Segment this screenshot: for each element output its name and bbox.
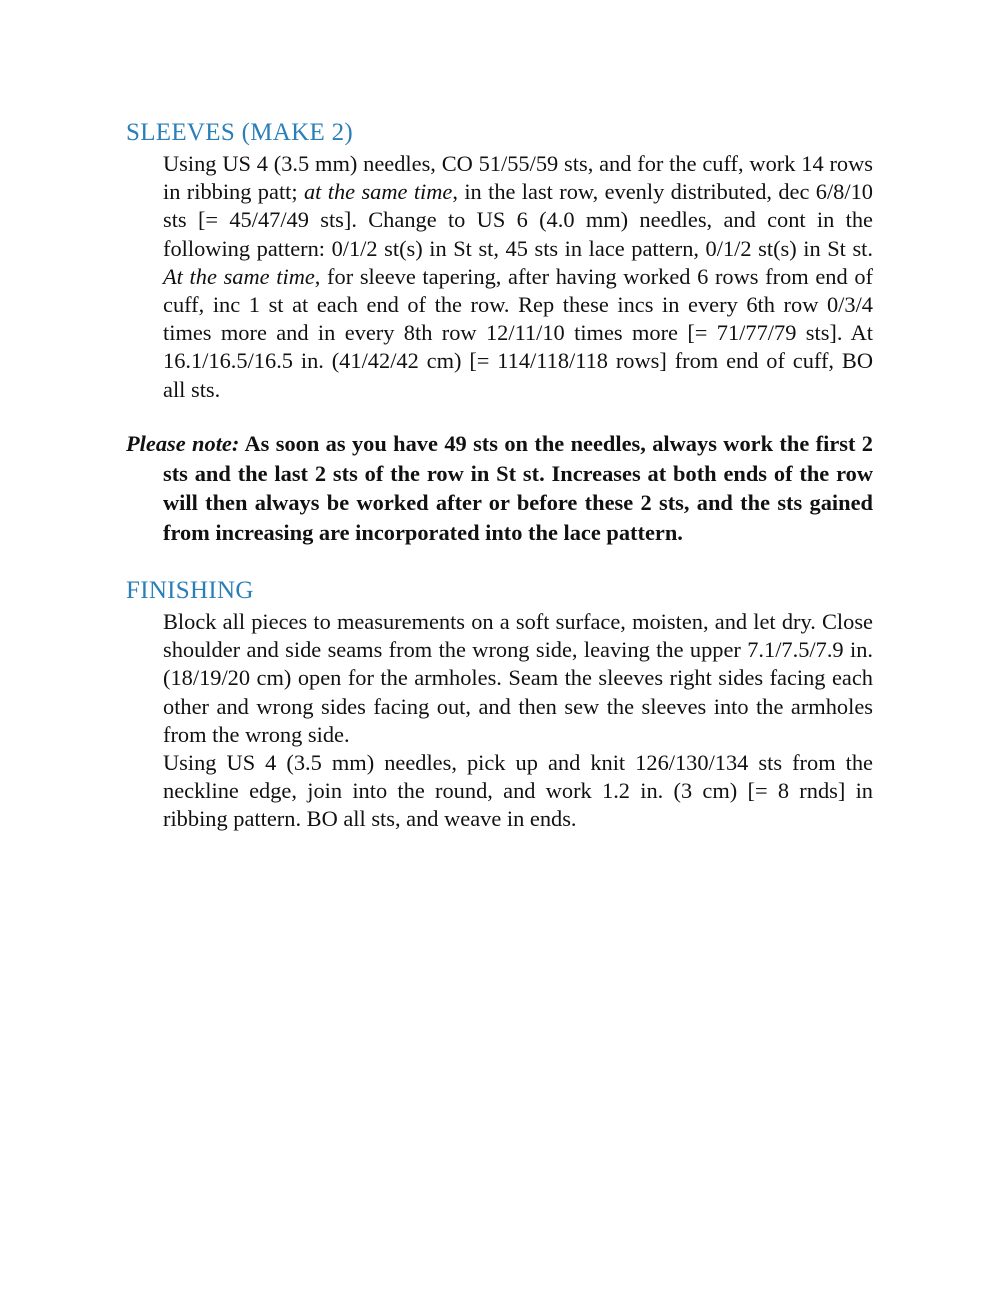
sleeves-instructions (163, 150, 873, 404)
sleeves-text-3: , for sleeve tapering, after having worked 6 rows from end of cuff, inc 1 st at each end of the row. Rep these incs in every 6th row 0/3/4 times more and in every 8th row 12/11/10 times more [= 71/77/79 sts]. At 16.1/16.5/16.5 in. (41/42/42 cm) [= 114/118/118 rows] from end of cuff, BO all sts. (163, 263, 873, 402)
sleeves-emphasis-1: at the same time (303, 179, 453, 205)
finishing-heading: FINISHING (126, 577, 254, 604)
sleeves-emphasis-2: At the same time (163, 263, 315, 289)
finishing-paragraph-2: Using US 4 (3.5 mm) needles, pick up and knit 126/130/134 sts from the neckline edge, join into the round, and work 1.2 in. (3 cm) [= 8 rnds] in ribbing pattern. BO all sts, and weave in ends. (163, 750, 873, 832)
sleeves-text-2: , in the last row, evenly distributed, dec 6/8/10 sts [= 45/47/49 sts]. Change to US 6 (4.0 mm) needles, and cont in the following pattern: 0/1/2 st(s) in St st, 45 sts in lace pattern, 0/1/2 st(s) in St st. (163, 179, 873, 261)
sleeves-heading: SLEEVES (MAKE 2) (126, 119, 354, 146)
sleeves-text-1: Using US 4 (3.5 mm) needles, CO 51/55/59 sts, and for the cuff, work 14 rows in ribbing patt; (163, 151, 873, 205)
please-note-label: Please note: (126, 431, 240, 456)
finishing-paragraph-1: Block all pieces to measurements on a soft surface, moisten, and let dry. Close shoulder and side seams from the wrong side, leaving the upper 7.1/7.5/7.9 in. (18/19/20 cm) open for the armholes. Seam the sleeves right sides facing each other and wrong sides facing out, and then sew the sleeves into the armholes from the wrong side. (163, 609, 873, 747)
please-note-block (126, 429, 873, 547)
please-note-text: As soon as you have 49 sts on the needles, always work the first 2 sts and the last 2 sts of the row in St st. Increases at both ends of the row will then always be worked after or before these 2 sts, and the sts gained from increasing are incorporated into the lace pattern. (163, 431, 873, 545)
